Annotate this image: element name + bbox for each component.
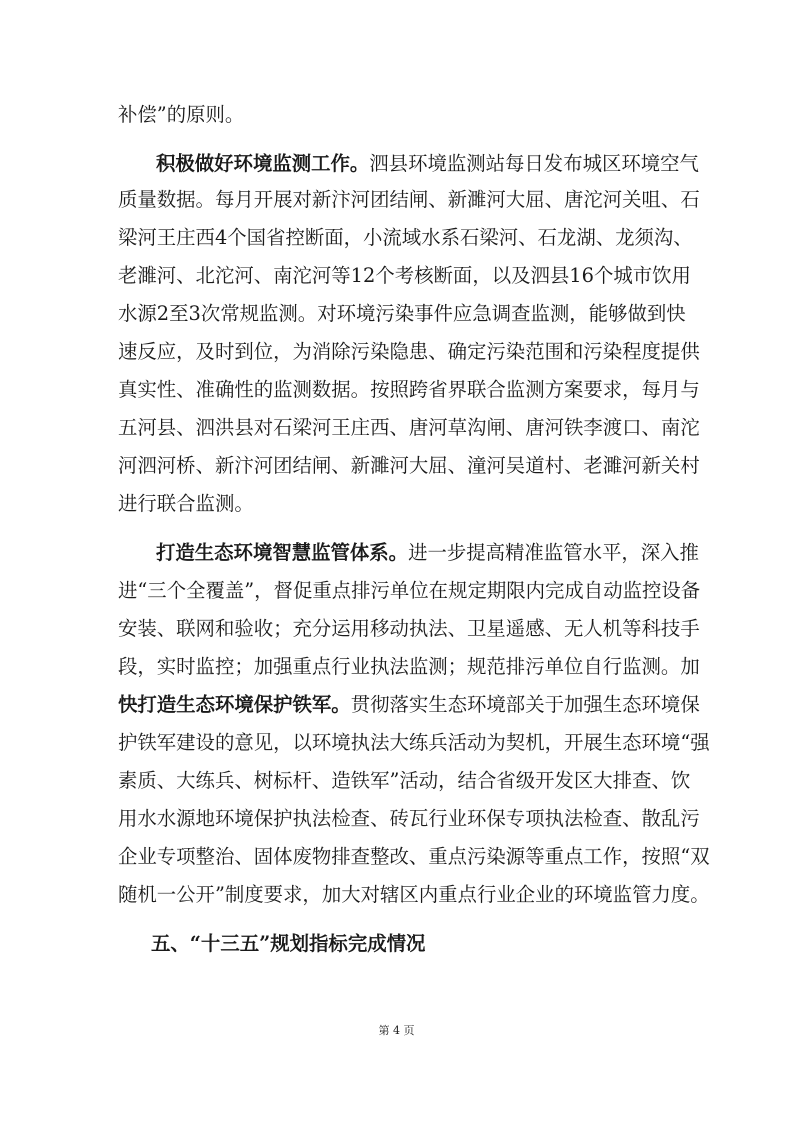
paragraph-line: 随机一公开”制度要求，加大对辖区内重点行业企业的环境监管力度。 <box>118 883 710 906</box>
paragraph-line: 进“三个全覆盖”，督促重点排污单位在规定期限内完成自动监控设备 <box>118 579 701 602</box>
paragraph-line: 进行联合监测。 <box>118 492 254 515</box>
paragraph-line <box>156 152 699 176</box>
paragraph-text: 进一步提高精准监管水平，深入推 <box>408 541 699 564</box>
paragraph-line <box>118 693 700 717</box>
section-heading: 五、“十三五”规划指标完成情况 <box>151 932 426 955</box>
page-number: 第 4 页 <box>378 1024 415 1037</box>
inline-heading: 积极做好环境监测工作。 <box>156 152 370 175</box>
paragraph-line: 水源2至3次常规监测。对环境污染事件应急调查监测，能够做到快 <box>118 302 686 325</box>
paragraph-text: 泗县环境监测站每日发布城区环境空气 <box>369 152 699 175</box>
inline-heading: 打造生态环境智慧监管体系。 <box>156 541 409 564</box>
paragraph-line: 质量数据。每月开展对新汴河团结闸、新濉河大屈、唐沱河关咀、石 <box>118 188 700 211</box>
paragraph-line: 补偿”的原则。 <box>118 103 245 126</box>
paragraph-line: 速反应，及时到位，为消除污染隐患、确定污染范围和污染程度提供 <box>118 340 700 363</box>
paragraph-line: 素质、大练兵、树标杆、造铁军”活动，结合省级开发区大排查、饮 <box>118 769 691 792</box>
paragraph-line: 段，实时监控；加强重点行业执法监测；规范排污单位自行监测。加 <box>118 655 700 678</box>
paragraph-line: 真实性、准确性的监测数据。按照跨省界联合监测方案要求，每月与 <box>118 378 700 401</box>
paragraph-line: 用水水源地环境保护执法检查、砖瓦行业环保专项执法检查、散乱污 <box>118 807 700 830</box>
paragraph-line: 梁河王庄西4个国省控断面，小流域水系石梁河、石龙湖、龙须沟、 <box>118 226 693 249</box>
paragraph-line <box>156 541 699 565</box>
paragraph-text: 贯彻落实生态环境部关于加强生态环境保 <box>350 693 700 716</box>
paragraph-line: 老濉河、北沱河、南沱河等12个考核断面，以及泗县16个城市饮用 <box>118 264 691 287</box>
paragraph-line: 五河县、泗洪县对石梁河王庄西、唐河草沟闸、唐河铁李渡口、南沱 <box>118 416 700 439</box>
paragraph-line: 安装、联网和验收；充分运用移动执法、卫星遥感、无人机等科技手 <box>118 617 700 640</box>
paragraph-line: 河泗河桥、新汴河团结闸、新濉河大屈、潼河吴道村、老濉河新关村 <box>118 454 700 477</box>
paragraph-line: 护铁军建设的意见，以环境执法大练兵活动为契机，开展生态环境“强 <box>118 731 710 754</box>
inline-heading: 快打造生态环境保护铁军。 <box>118 693 351 716</box>
paragraph-line: 企业专项整治、固体废物排查整改、重点污染源等重点工作，按照“双 <box>118 845 710 868</box>
